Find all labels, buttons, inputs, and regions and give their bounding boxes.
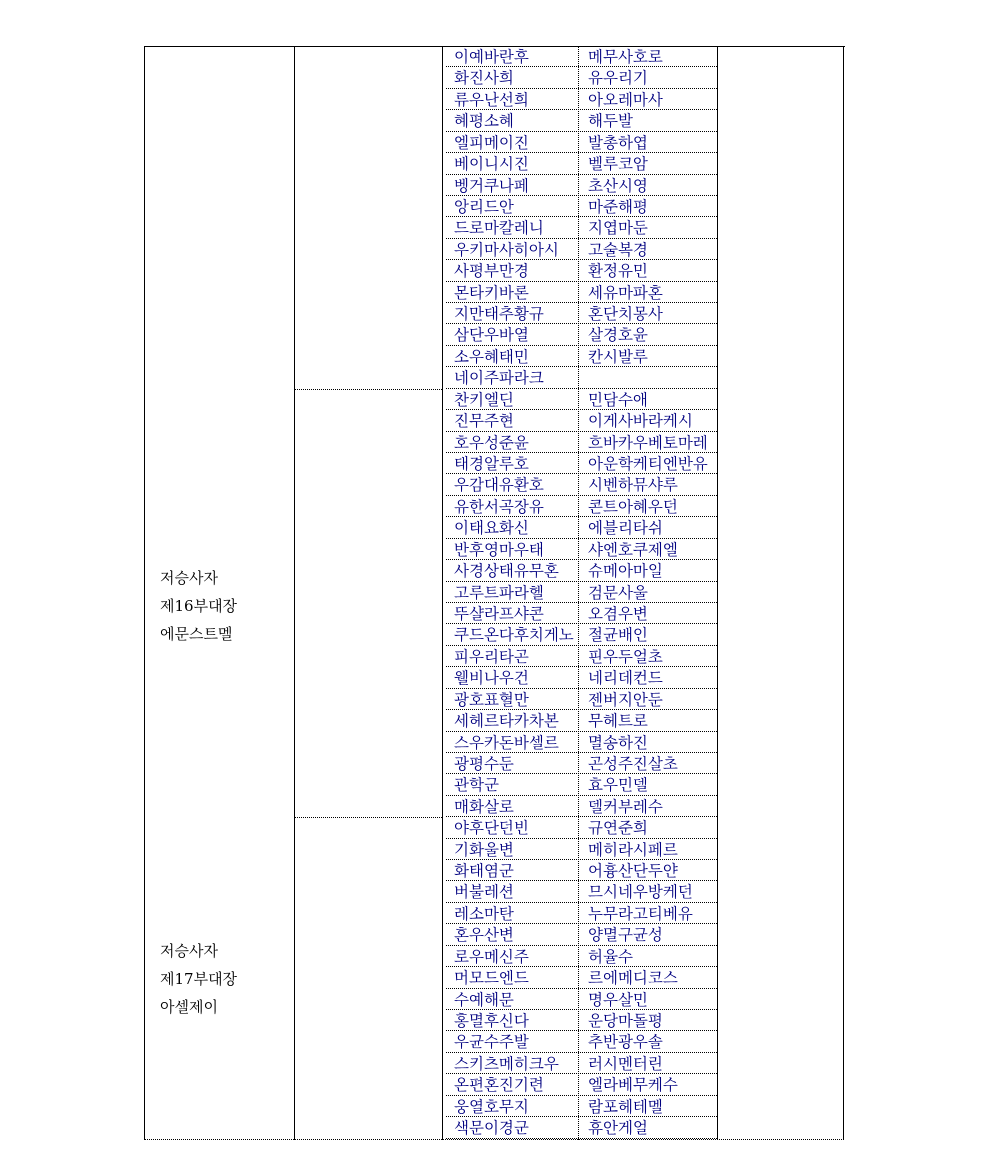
table-row <box>446 753 717 774</box>
name-cell-right: 살경호윤 <box>588 326 648 345</box>
name-cell-right: 핀우두얼초 <box>588 647 663 666</box>
group-16-line-2: 제16부대장 <box>160 597 238 615</box>
name-cell-left: 레소마탄 <box>454 904 514 923</box>
name-cell-right: 젠버지안둔 <box>588 690 663 709</box>
table-row <box>446 67 717 88</box>
name-cell-left: 온편혼진기련 <box>454 1076 544 1095</box>
name-cell-right: 므시네우방케던 <box>588 883 693 902</box>
group-16-line-1: 저승사자 <box>160 569 218 587</box>
group-17-line-2: 제17부대장 <box>160 970 238 988</box>
table-bottom-border <box>144 1139 844 1140</box>
name-cell-right: 르에메디코스 <box>588 969 678 988</box>
group-17-line-3: 아셀제이 <box>160 998 218 1016</box>
column-divider-2 <box>442 47 443 1140</box>
name-cell-right: 허율수 <box>588 947 633 966</box>
name-cell-right: 추반광우솔 <box>588 1033 663 1052</box>
table-row <box>446 796 717 817</box>
name-cell-left: 앙리드안 <box>454 197 514 216</box>
table-row <box>446 217 717 238</box>
name-cell-left: 수예해문 <box>454 990 514 1009</box>
table-row <box>446 710 717 731</box>
table-row <box>446 689 717 710</box>
name-cell-right: 운당마돌평 <box>588 1011 663 1030</box>
name-cell-right: 절균배인 <box>588 626 648 645</box>
name-cell-right: 에블리타쉬 <box>588 519 663 538</box>
name-cell-right: 아오레마사 <box>588 90 663 109</box>
name-cell-right: 엘라베무케수 <box>588 1076 678 1095</box>
table-row <box>446 89 717 110</box>
name-cell-right <box>588 367 716 388</box>
name-cell-left: 사경상태유무혼 <box>454 562 559 581</box>
name-cell-left: 우키마사히아시 <box>454 240 559 259</box>
name-cell-right: 콘트아혜우던 <box>588 497 678 516</box>
column-divider-4 <box>717 47 718 1140</box>
table-row <box>446 346 717 367</box>
table-row <box>446 517 717 538</box>
table-row <box>446 282 717 303</box>
table-row <box>446 389 717 410</box>
name-cell-right: 초산시영 <box>588 176 648 195</box>
table-row <box>446 967 717 988</box>
table-row <box>446 110 717 131</box>
table-right-border <box>843 47 844 1140</box>
name-cell-right: 어흉산단두얀 <box>588 862 678 881</box>
name-cell-right: 세유마파혼 <box>588 283 663 302</box>
name-cell-left: 홍멸후신다 <box>454 1011 529 1030</box>
name-cell-left: 혼우산변 <box>454 926 514 945</box>
table-row <box>446 324 717 345</box>
table-row <box>446 989 717 1010</box>
table-row <box>446 1010 717 1031</box>
table-row <box>446 196 717 217</box>
name-cell-left: 베이니시진 <box>454 155 529 174</box>
name-cell-left: 벵거쿠나페 <box>454 176 529 195</box>
name-cell-right: 델커부레수 <box>588 797 663 816</box>
name-cell-right: 시벤하뮤샤루 <box>588 476 678 495</box>
name-cell-left: 이예바란후 <box>454 48 529 66</box>
name-cell-right: 곤성주진살초 <box>588 754 678 773</box>
name-cell-right: 유우리기 <box>588 69 648 88</box>
group-top-border <box>294 46 442 47</box>
table-row <box>446 624 717 645</box>
table-row <box>446 1096 717 1117</box>
name-cell-right: 이게사바라케시 <box>588 412 693 431</box>
table-row <box>446 732 717 753</box>
name-cell-left: 피우리타곤 <box>454 647 529 666</box>
table-row <box>446 1053 717 1074</box>
name-cell-right: 멸송하진 <box>588 733 648 752</box>
name-cell-left: 색문이경군 <box>454 1119 529 1138</box>
table-row <box>446 367 717 388</box>
name-cell-left: 버불레션 <box>454 883 514 902</box>
name-cell-left: 호우성준윤 <box>454 433 529 452</box>
name-cell-left: 몬타키바론 <box>454 283 529 302</box>
name-cell-left: 소우혜태민 <box>454 347 529 366</box>
name-cell-left: 머모드엔드 <box>454 969 529 988</box>
table-row <box>446 46 717 67</box>
name-cell-right: 고술복경 <box>588 240 648 259</box>
table-row <box>446 646 717 667</box>
table-row <box>446 774 717 795</box>
name-cell-left: 광평수둔 <box>454 754 514 773</box>
name-cell-left: 관학군 <box>454 776 499 795</box>
name-cell-right: 명우살민 <box>588 990 648 1009</box>
name-cell-right: 마준해평 <box>588 197 648 216</box>
name-cell-left: 웰비나우건 <box>454 669 529 688</box>
table-row <box>446 582 717 603</box>
table-row <box>446 560 717 581</box>
name-cell-left: 스키츠메히크우 <box>454 1054 559 1073</box>
name-cell-right: 누무라고티베유 <box>588 904 693 923</box>
name-cell-left: 야후단던빈 <box>454 819 529 838</box>
group-17-line-1: 저승사자 <box>160 942 218 960</box>
table-row <box>446 539 717 560</box>
table-row <box>446 175 717 196</box>
table-row <box>446 496 717 517</box>
group-separator-1 <box>294 389 442 390</box>
name-cell-right: 발총하엽 <box>588 133 648 152</box>
name-cell-left: 스우카돈바셀르 <box>454 733 559 752</box>
name-cell-right: 슈메아마일 <box>588 562 663 581</box>
name-cell-left: 혜평소혜 <box>454 112 514 131</box>
group-label-17 <box>160 937 300 1021</box>
name-cell-right: 람포헤테멜 <box>588 1097 663 1116</box>
group-label-16 <box>160 564 300 648</box>
name-cell-left: 네이주파라크 <box>454 369 544 388</box>
name-cell-right: 규연준희 <box>588 819 648 838</box>
table-left-border <box>144 47 145 1140</box>
name-cell-left: 쿠드온다후치게노 <box>454 626 574 645</box>
name-cell-left: 드로마칼레니 <box>454 219 544 238</box>
name-cell-left: 세헤르타카차본 <box>454 712 559 731</box>
table-row <box>446 132 717 153</box>
name-cell-left: 기화울변 <box>454 840 514 859</box>
name-cell-right: 흐바카우베토마레 <box>588 433 708 452</box>
name-cell-right: 아운학케티엔반유 <box>588 455 708 474</box>
name-cell-left: 엘피메이진 <box>454 133 529 152</box>
name-cell-left: 삼단우바열 <box>454 326 529 345</box>
name-cell-left: 우균수주발 <box>454 1033 529 1052</box>
table-row <box>446 1031 717 1052</box>
name-cell-right: 칸시발루 <box>588 347 648 366</box>
name-cell-left: 유한서곡장유 <box>454 497 544 516</box>
name-cell-left: 우감대유환호 <box>454 476 544 495</box>
name-cell-right: 민담수애 <box>588 390 648 409</box>
name-cell-right: 검문사울 <box>588 583 648 602</box>
table-row <box>446 453 717 474</box>
table-row <box>446 860 717 881</box>
table-row <box>446 839 717 860</box>
name-cell-left: 류우난선희 <box>454 90 529 109</box>
table-row <box>446 410 717 431</box>
name-cell-right: 양멸구균성 <box>588 926 663 945</box>
name-cell-right: 효우민델 <box>588 776 648 795</box>
name-cell-right: 메무사호로 <box>588 48 663 66</box>
name-cell-right: 오겸우변 <box>588 604 648 623</box>
table-row <box>446 881 717 902</box>
table-row <box>446 667 717 688</box>
name-cell-left: 광호표혈만 <box>454 690 529 709</box>
name-cell-right: 러시멘터린 <box>588 1054 663 1073</box>
name-cell-right: 무헤트로 <box>588 712 648 731</box>
table-row <box>446 474 717 495</box>
name-cell-right: 네리데컨드 <box>588 669 663 688</box>
name-cell-left: 매화살로 <box>454 797 514 816</box>
name-list <box>446 46 717 1139</box>
name-cell-left: 지만태추황규 <box>454 305 544 324</box>
name-cell-right: 해두발 <box>588 112 633 131</box>
table-row <box>446 239 717 260</box>
name-cell-left: 이태요화신 <box>454 519 529 538</box>
name-cell-left: 고루트파라헬 <box>454 583 544 602</box>
name-cell-right: 지엽마둔 <box>588 219 648 238</box>
name-cell-right: 혼단치몽사 <box>588 305 663 324</box>
name-cell-left: 웅열호무지 <box>454 1097 529 1116</box>
name-cell-left: 찬키엘딘 <box>454 390 514 409</box>
group-16-line-3: 에문스트멜 <box>160 625 233 643</box>
table-row <box>446 432 717 453</box>
name-cell-left: 화태염군 <box>454 862 514 881</box>
table-row <box>446 946 717 967</box>
name-cell-left: 태경알루호 <box>454 455 529 474</box>
table-row <box>446 1074 717 1095</box>
row-separator <box>446 1138 717 1139</box>
name-cell-right: 휴안게얼 <box>588 1119 648 1138</box>
name-cell-right: 샤엔호쿠제엘 <box>588 540 678 559</box>
table-row <box>446 603 717 624</box>
name-cell-right: 메히라시페르 <box>588 840 678 859</box>
name-cell-left: 뚜샬라프샤콘 <box>454 604 544 623</box>
table-row <box>446 817 717 838</box>
table-row <box>446 1117 717 1138</box>
table-row <box>446 260 717 281</box>
name-cell-right: 환정유민 <box>588 262 648 281</box>
group-separator-2 <box>294 817 442 818</box>
table-row <box>446 153 717 174</box>
name-cell-left: 반후영마우태 <box>454 540 544 559</box>
name-cell-right: 벨루코암 <box>588 155 648 174</box>
name-cell-left: 화진사희 <box>454 69 514 88</box>
name-cell-left: 사평부만경 <box>454 262 529 281</box>
table-row <box>446 903 717 924</box>
table-row <box>446 924 717 945</box>
name-cell-left: 로우메신주 <box>454 947 529 966</box>
table-row <box>446 303 717 324</box>
name-cell-left: 진무주현 <box>454 412 514 431</box>
